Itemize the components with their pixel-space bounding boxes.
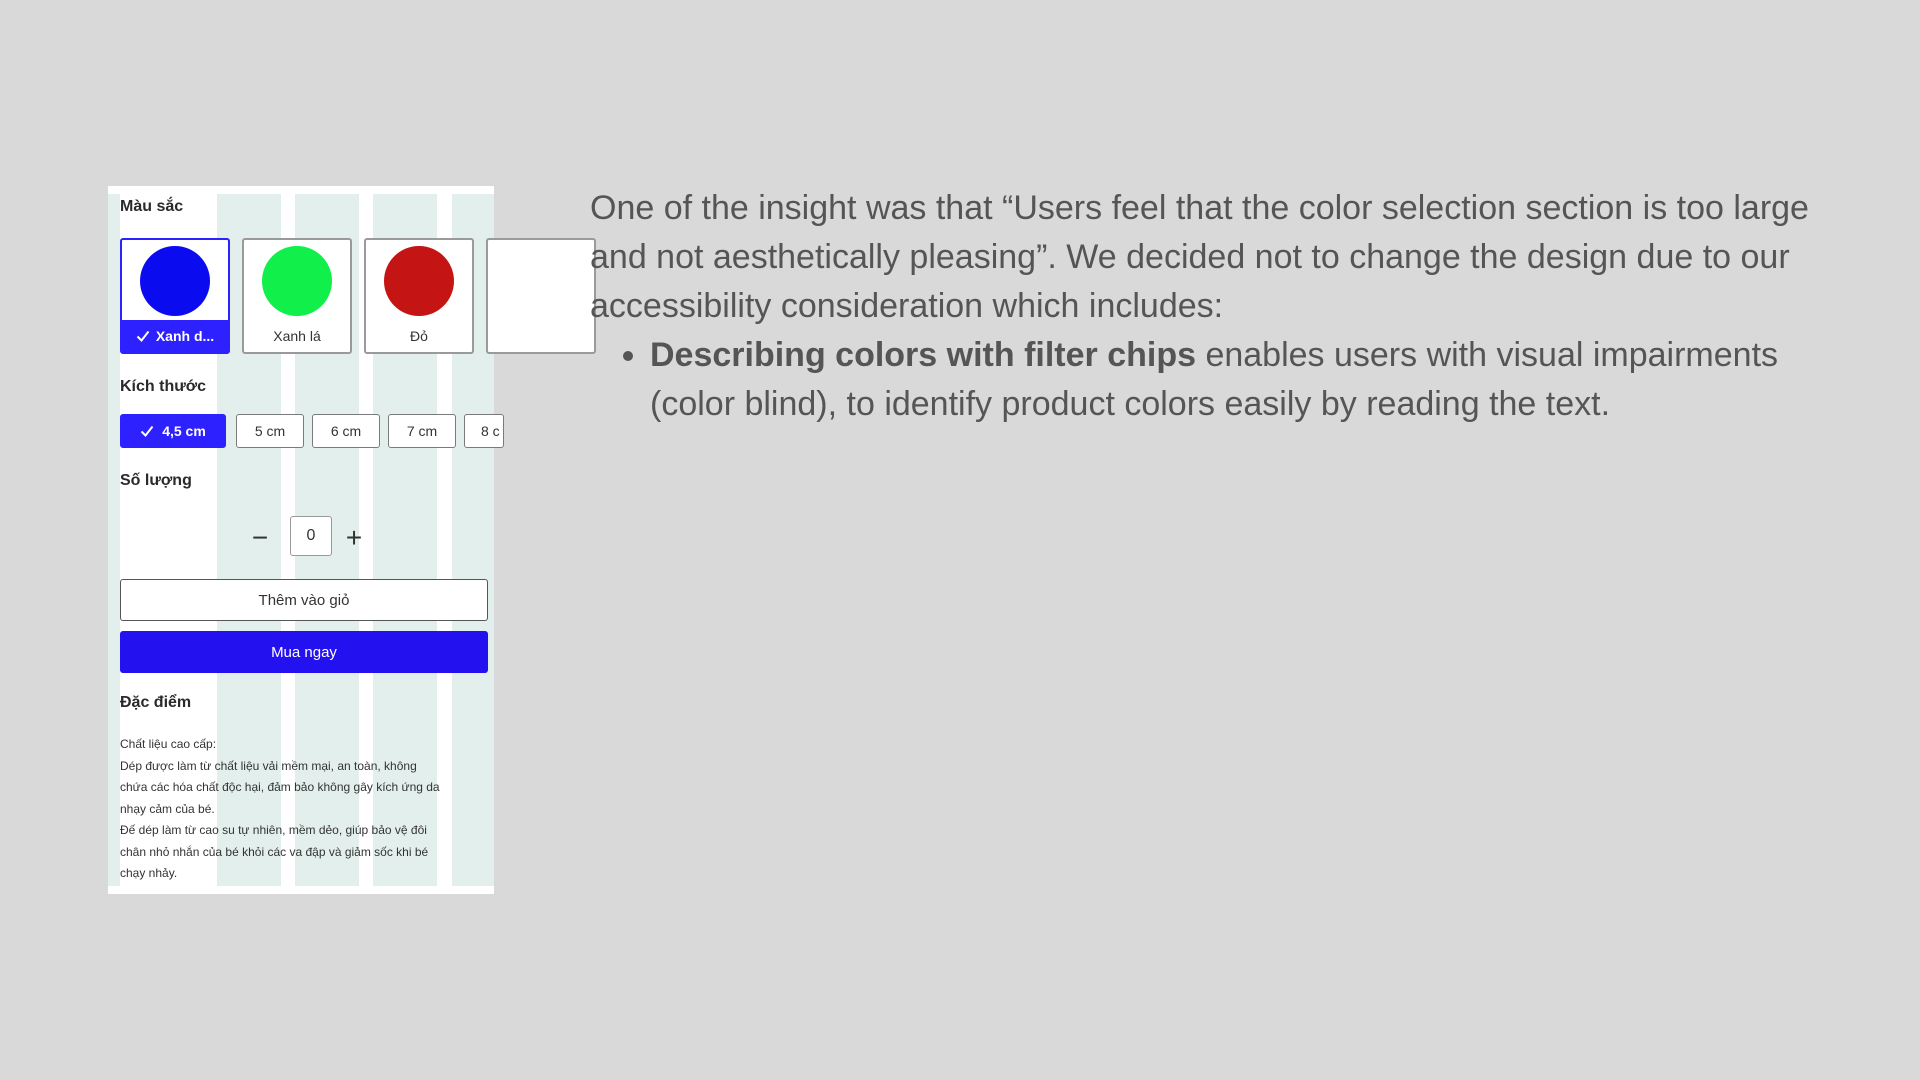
size-chip-7cm[interactable] [388, 414, 456, 448]
size-chip-label: 4,5 cm [162, 423, 206, 439]
description-line: chạy nhảy. [120, 866, 178, 880]
size-section-label: Kích thước [120, 378, 207, 395]
color-swatch-dot [262, 246, 332, 316]
add-to-cart-button[interactable]: Thêm vào giỏ [120, 579, 488, 621]
features-section-label: Đặc điểm [120, 694, 192, 711]
color-chip-green[interactable] [242, 238, 352, 354]
color-chip-blue[interactable] [120, 238, 230, 354]
description-line: Chất liệu cao cấp: [120, 737, 217, 751]
size-chip-label: 6 cm [330, 423, 362, 439]
description-line: chân nhỏ nhắn của bé khỏi các va đập và giảm sốc khi bé [120, 844, 429, 859]
description-line: nhạy cảm của bé. [120, 801, 215, 816]
color-swatch-dot [140, 246, 210, 316]
color-chip-row [120, 238, 494, 344]
check-icon [136, 329, 150, 343]
size-chip-5cm[interactable] [236, 414, 304, 448]
decrement-button[interactable]: − [251, 522, 269, 553]
quantity-section-label: Số lượng [120, 472, 192, 489]
features-description [120, 734, 488, 885]
quantity-input[interactable] [290, 516, 332, 556]
size-chip-6cm[interactable] [312, 414, 380, 448]
size-chip-4-5cm[interactable] [120, 414, 226, 448]
quantity-stepper [238, 516, 368, 560]
insight-paragraph: One of the insight was that “Users feel that the color selection section is too large and not aesthetically pleasing”. We decided not to change the design due to our accessibility consideration which includes: [590, 189, 1809, 325]
consideration-bold: Describing colors with filter chips [650, 336, 1196, 374]
product-mockup [108, 186, 500, 894]
consideration-item [650, 331, 1820, 429]
size-chip-overflow[interactable] [464, 414, 504, 448]
consideration-list [590, 331, 1820, 429]
consideration-rest: enables users with visual impairments (color blind), to identify product colors easily by reading the text. [650, 336, 1779, 423]
color-chip-overflow[interactable] [486, 238, 596, 354]
slide-text-block [590, 184, 1820, 429]
color-section-label: Màu sắc [120, 198, 184, 215]
color-chip-label: Đỏ [410, 328, 428, 344]
description-line: Đế dép làm từ cao su tự nhiên, mềm dẻo, giúp bảo vệ đôi [120, 823, 427, 837]
size-chip-label: 8 c [481, 423, 500, 439]
check-icon [140, 424, 154, 438]
color-chip-red[interactable] [364, 238, 474, 354]
description-line: chứa các hóa chất độc hại, đảm bảo không gây kích ứng da [120, 780, 440, 794]
description-line: Dép được làm từ chất liệu vải mềm mại, an toàn, không [120, 758, 417, 773]
size-chip-label: 7 cm [406, 423, 438, 439]
color-chip-label: Xanh lá [273, 328, 321, 344]
increment-button[interactable]: + [345, 522, 363, 553]
buy-now-button[interactable]: Mua ngay [120, 631, 488, 673]
color-swatch-dot [384, 246, 454, 316]
size-chip-row [120, 414, 500, 450]
color-chip-label: Xanh d... [155, 328, 215, 344]
size-chip-label: 5 cm [254, 423, 286, 439]
